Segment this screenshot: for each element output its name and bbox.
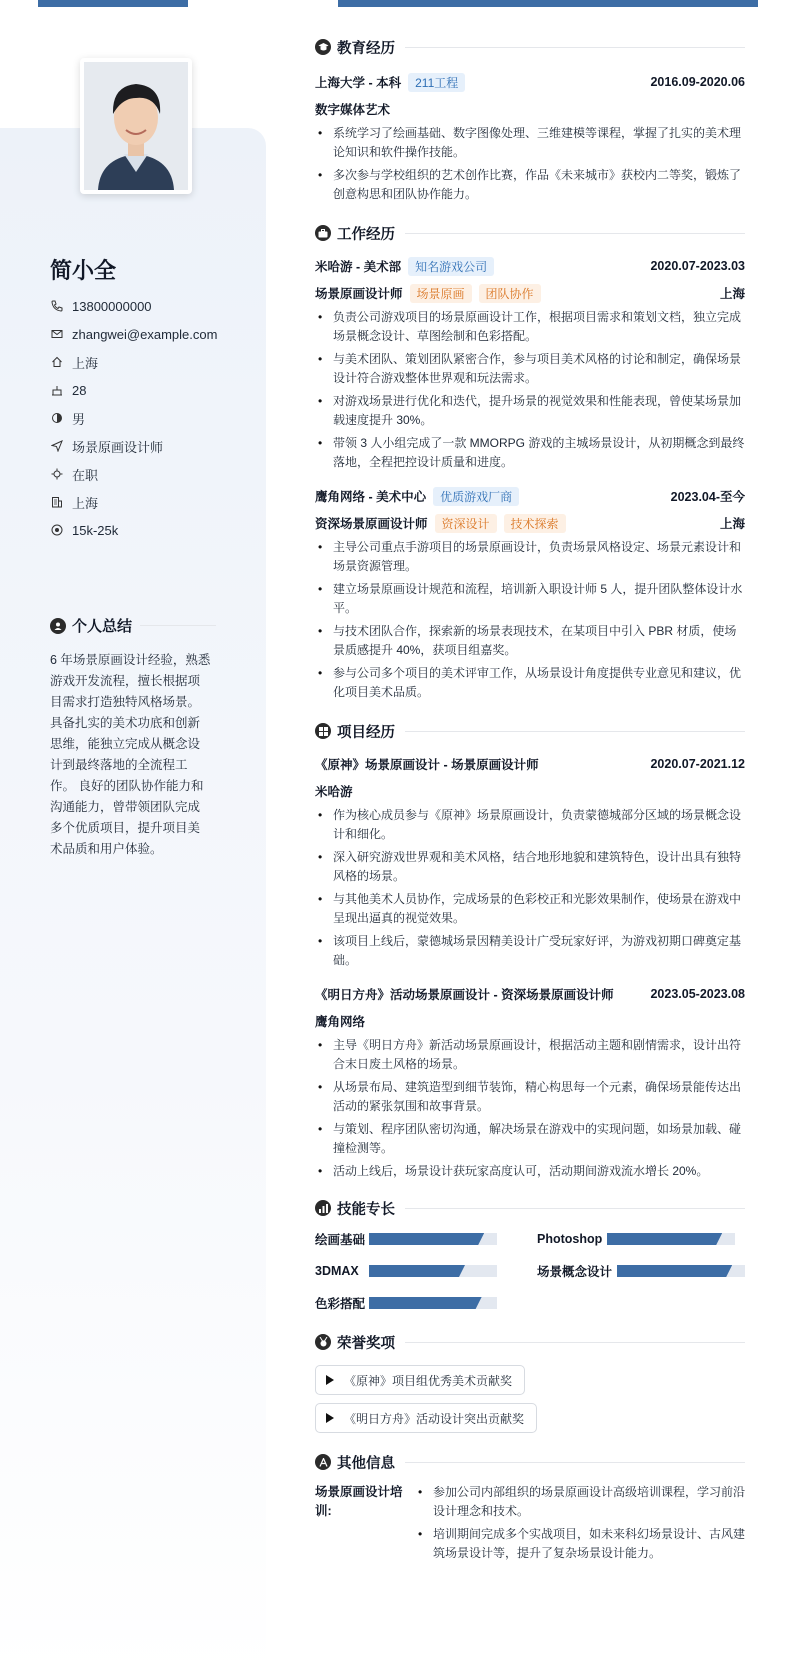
role-tag: 团队协作 bbox=[479, 284, 541, 303]
bar-chart-icon bbox=[315, 1200, 331, 1216]
list-item: • 带领 3 人小组完成了一款 MMORPG 游戏的主城场景设计，从初期概念到最终落地，全程把控设计质量和进度。 bbox=[315, 434, 745, 472]
list-item: • 负责公司游戏项目的场景原画设计工作，根据项目需求和策划文档，独立完成场景概念设计、草图绘制和色彩搭配。 bbox=[315, 308, 745, 346]
skill-bar-track bbox=[607, 1233, 735, 1245]
skill-bar-track bbox=[369, 1297, 497, 1309]
skill-item bbox=[537, 1227, 745, 1251]
mail-icon bbox=[50, 327, 64, 341]
company-name: 鹰角网络 - 美术中心 bbox=[315, 490, 427, 504]
divider bbox=[140, 625, 216, 626]
briefcase-icon bbox=[315, 225, 331, 241]
education-heading: 教育经历 bbox=[315, 36, 745, 58]
play-icon bbox=[326, 1375, 334, 1385]
list-item: • 参与公司多个项目的美术评审工作，从场景设计角度提供专业意见和建议，优化项目美术品质。 bbox=[315, 664, 745, 702]
project-period: 2020.07-2021.12 bbox=[650, 757, 745, 771]
list-item: • 主导《明日方舟》新活动场景原画设计，根据活动主题和剧情需求，设计出符合末日废土风格的场景。 bbox=[315, 1036, 745, 1074]
skill-name: 3DMAX bbox=[315, 1264, 359, 1278]
info-status: 在职 bbox=[50, 460, 217, 488]
project-bullets bbox=[315, 1036, 745, 1181]
education-bullets bbox=[315, 124, 745, 204]
awards-section bbox=[315, 1331, 745, 1441]
info-gender: 男 bbox=[50, 404, 217, 432]
project-name: 《明日方舟》活动场景原画设计 - 资深场景原画设计师 bbox=[315, 988, 614, 1002]
phone-icon bbox=[50, 299, 64, 313]
company-tag: 知名游戏公司 bbox=[408, 257, 494, 276]
user-circle-icon bbox=[50, 618, 66, 634]
info-phone: 13800000000 bbox=[50, 292, 217, 320]
profile-photo bbox=[80, 58, 192, 194]
skills-section bbox=[315, 1197, 745, 1315]
skill-bar-track bbox=[369, 1233, 497, 1245]
medal-icon bbox=[315, 1334, 331, 1350]
skill-bar-fill bbox=[617, 1265, 732, 1277]
other-heading: 其他信息 bbox=[315, 1451, 745, 1473]
list-item: • 培训期间完成多个实战项目，如未来科幻场景设计、古风建筑场景设计等，提升了复杂场景设计能力。 bbox=[415, 1525, 745, 1563]
role-row bbox=[315, 280, 745, 306]
role-title: 资深场景原画设计师 bbox=[315, 517, 428, 531]
work-entry bbox=[315, 252, 745, 472]
skill-item bbox=[315, 1227, 517, 1251]
skill-item bbox=[315, 1259, 517, 1283]
other-bullets bbox=[415, 1483, 745, 1567]
other-section bbox=[315, 1451, 745, 1567]
skill-name: 场景概念设计 bbox=[537, 1265, 613, 1279]
skill-name: 绘画基础 bbox=[315, 1233, 366, 1247]
work-bullets bbox=[315, 308, 745, 472]
play-icon bbox=[326, 1413, 334, 1423]
projects-heading: 项目经历 bbox=[315, 720, 745, 742]
send-icon bbox=[50, 439, 64, 453]
project-period: 2023.05-2023.08 bbox=[650, 987, 745, 1001]
project-org: 鹰角网络 bbox=[315, 1015, 366, 1029]
awards-list bbox=[315, 1365, 745, 1441]
divider bbox=[405, 1342, 745, 1343]
info-email: zhangwei@example.com bbox=[50, 320, 217, 348]
skill-bar-fill bbox=[369, 1297, 482, 1309]
divider bbox=[405, 47, 745, 48]
project-entry-header bbox=[315, 750, 745, 778]
skill-bar-fill bbox=[369, 1265, 465, 1277]
list-item: • 主导公司重点手游项目的场景原画设计，负责场景风格设定、场景元素设计和场景资源管理。 bbox=[315, 538, 745, 576]
skill-bar-track bbox=[617, 1265, 745, 1277]
info-position: 场景原画设计师 bbox=[50, 432, 217, 460]
work-heading: 工作经历 bbox=[315, 222, 745, 244]
list-item: • 与美术团队、策划团队紧密合作，参与项目美术风格的讨论和制定，确保场景设计符合游戏整体世界观和玩法需求。 bbox=[315, 350, 745, 388]
list-item: • 与技术团队合作，探索新的场景表现技术，在某项目中引入 PBR 材质，使场景质感提升 40%，获项目组嘉奖。 bbox=[315, 622, 745, 660]
info-city: 上海 bbox=[50, 348, 217, 376]
work-entry-header bbox=[315, 252, 745, 280]
school-tag: 211工程 bbox=[408, 73, 465, 92]
projects-section bbox=[315, 720, 745, 1181]
company-name: 米哈游 - 美术部 bbox=[315, 260, 402, 274]
list-item: • 活动上线后，场景设计获玩家高度认可，活动期间游戏流水增长 20%。 bbox=[315, 1162, 745, 1181]
education-entry-header bbox=[315, 68, 745, 96]
school-name: 上海大学 - 本科 bbox=[315, 76, 402, 90]
work-entry-header bbox=[315, 482, 745, 510]
work-entry bbox=[315, 482, 745, 702]
role-title: 场景原画设计师 bbox=[315, 287, 403, 301]
list-item: • 从场景布局、建筑造型到细节装饰，精心构思每一个元素，确保场景能传达出活动的紧张氛围和故事背景。 bbox=[315, 1078, 745, 1116]
list-item: • 多次参与学校组织的艺术创作比赛，作品《未来城市》获校内二等奖，锻炼了创意构思和团队协作能力。 bbox=[315, 166, 745, 204]
skill-bar-track bbox=[369, 1265, 497, 1277]
divider bbox=[405, 1208, 745, 1209]
info-target-city: 上海 bbox=[50, 488, 217, 516]
divider bbox=[405, 233, 745, 234]
info-icon bbox=[315, 1454, 331, 1470]
skill-bar-fill bbox=[607, 1233, 722, 1245]
work-bullets bbox=[315, 538, 745, 702]
summary-text: 6 年场景原画设计经验，熟悉游戏开发流程，擅长根据项目需求打造独特风格场景。 具备扎实的美术功底和创新思维，能独立完成从概念设计到最终落地的全流程工作。 良好的团队协作能力和沟通能力，曾带领团队完成多个优质项目，提升项目美术品质和用户体验。 bbox=[50, 653, 211, 856]
skill-bar-fill bbox=[369, 1233, 484, 1245]
list-item: • 该项目上线后，蒙德城场景因精美设计广受玩家好评，为游戏初期口碑奠定基础。 bbox=[315, 932, 745, 970]
skills-heading: 技能专长 bbox=[315, 1197, 745, 1219]
info-age: 28 bbox=[50, 376, 217, 404]
list-item: • 作为核心成员参与《原神》场景原画设计，负责蒙德城部分区域的场景概念设计和细化。 bbox=[315, 806, 745, 844]
cake-icon bbox=[50, 383, 64, 397]
role-tag: 场景原画 bbox=[410, 284, 472, 303]
summary-heading: 个人总结 bbox=[50, 615, 216, 636]
project-name: 《原神》场景原画设计 - 场景原画设计师 bbox=[315, 758, 539, 772]
award-item[interactable]: 《原神》项目组优秀美术贡献奖 bbox=[315, 1365, 525, 1395]
list-item: • 建立场景原画设计规范和流程，培训新入职设计师 5 人，提升团队整体设计水平。 bbox=[315, 580, 745, 618]
list-item: • 系统学习了绘画基础、数字图像处理、三维建模等课程，掌握了扎实的美术理论知识和软件操作技能。 bbox=[315, 124, 745, 162]
skill-name: 色彩搭配 bbox=[315, 1297, 366, 1311]
education-period: 2016.09-2020.06 bbox=[650, 75, 745, 89]
grid-icon bbox=[315, 723, 331, 739]
status-icon bbox=[50, 467, 64, 481]
info-salary: 15k-25k bbox=[50, 516, 217, 544]
project-entry-header bbox=[315, 980, 745, 1008]
major: 数字媒体艺术 bbox=[315, 103, 391, 117]
skill-name: Photoshop bbox=[537, 1232, 603, 1246]
company-tag: 优质游戏厂商 bbox=[433, 487, 519, 506]
coin-icon bbox=[50, 523, 64, 537]
contact-info-list bbox=[50, 292, 217, 544]
role-tag: 技术探索 bbox=[504, 514, 566, 533]
main-content bbox=[315, 36, 745, 1567]
other-label: 场景原画设计培训: bbox=[315, 1485, 403, 1518]
awards-heading: 荣誉奖项 bbox=[315, 1331, 745, 1353]
work-period: 2020.07-2023.03 bbox=[650, 259, 745, 273]
list-item: • 深入研究游戏世界观和美术风格，结合地形地貌和建筑特色，设计出具有独特风格的场景。 bbox=[315, 848, 745, 886]
list-item: • 参加公司内部组织的场景原画设计高级培训课程，学习前沿设计理念和技术。 bbox=[415, 1483, 745, 1521]
role-row bbox=[315, 510, 745, 536]
work-location: 上海 bbox=[719, 287, 745, 301]
skill-item bbox=[315, 1291, 517, 1315]
project-bullets bbox=[315, 806, 745, 970]
other-training bbox=[315, 1483, 745, 1567]
building-icon bbox=[50, 495, 64, 509]
skills-grid bbox=[315, 1227, 745, 1315]
role-tag: 资深设计 bbox=[435, 514, 497, 533]
graduation-cap-icon bbox=[315, 39, 331, 55]
list-item: • 对游戏场景进行优化和迭代，提升场景的视觉效果和性能表现，曾使某场景加载速度提升 30%。 bbox=[315, 392, 745, 430]
top-accent-bar-left bbox=[38, 0, 188, 7]
work-location: 上海 bbox=[719, 517, 745, 531]
project-entry bbox=[315, 750, 745, 970]
divider bbox=[405, 731, 745, 732]
list-item: • 与策划、程序团队密切沟通，解决场景在游戏中的实现问题，如场景加载、碰撞检测等。 bbox=[315, 1120, 745, 1158]
education-section bbox=[315, 36, 745, 204]
list-item: • 与其他美术人员协作，完成场景的色彩校正和光影效果制作，使场景在游戏中呈现出逼真的视觉效果。 bbox=[315, 890, 745, 928]
candidate-name: 简小全 bbox=[50, 258, 117, 283]
project-org: 米哈游 bbox=[315, 785, 353, 799]
divider bbox=[405, 1462, 745, 1463]
top-accent-bar-right bbox=[338, 0, 758, 7]
work-section bbox=[315, 222, 745, 702]
award-item[interactable]: 《明日方舟》活动设计突出贡献奖 bbox=[315, 1403, 537, 1433]
home-icon bbox=[50, 355, 64, 369]
gender-icon bbox=[50, 411, 64, 425]
skill-item bbox=[537, 1259, 745, 1283]
work-period: 2023.04-至今 bbox=[670, 490, 745, 504]
project-entry bbox=[315, 980, 745, 1181]
